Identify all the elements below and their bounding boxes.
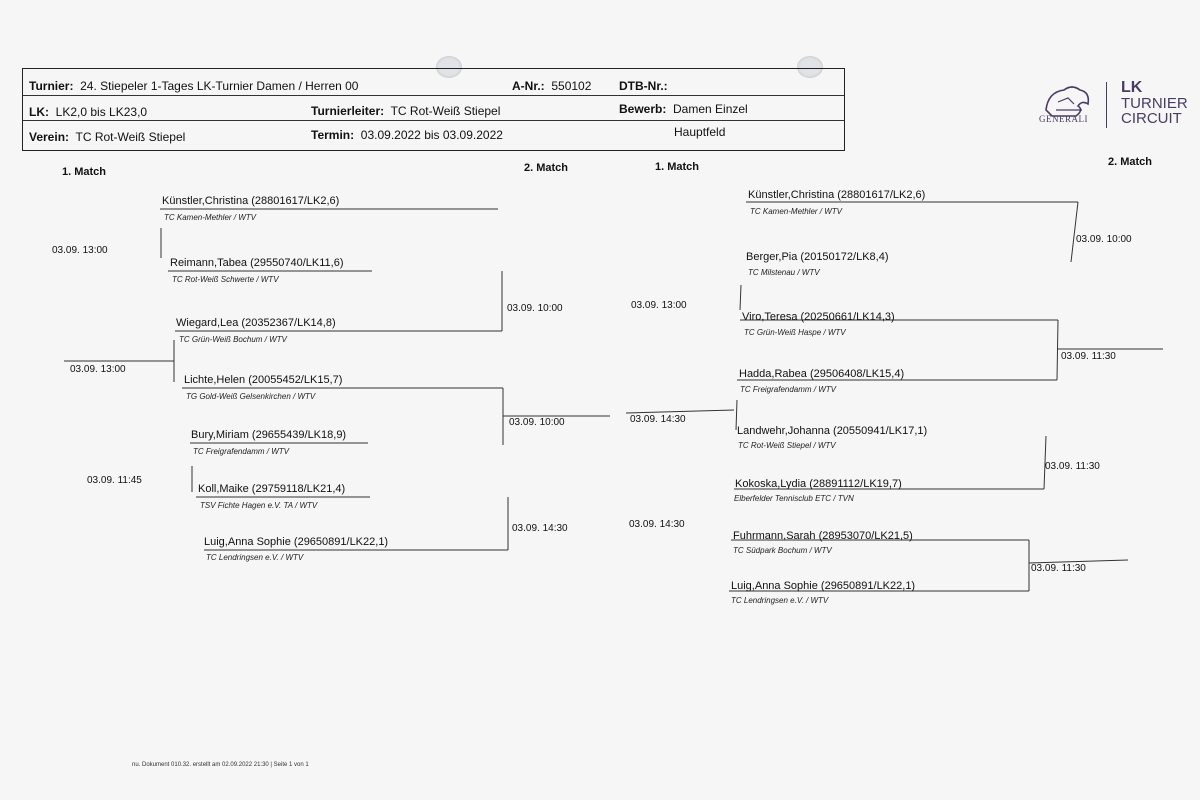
dtb-field: DTB-Nr.: — [619, 79, 668, 93]
turnierleiter-field: Turnierleiter: TC Rot-Weiß Stiepel — [311, 104, 501, 118]
right-player-3-club: TC Grün-Weiß Haspe / WTV — [744, 328, 846, 337]
left-player-1-club: TC Kamen-Methler / WTV — [164, 213, 257, 222]
right-player-4-club: TC Freigrafendamm / WTV — [740, 385, 837, 394]
match-time: 03.09. 10:00 — [1076, 234, 1132, 245]
right-player-5-club: TC Rot-Weiß Stiepel / WTV — [738, 441, 836, 450]
logo-circuit: CIRCUIT — [1121, 110, 1182, 127]
left-player-1-name: Künstler,Christina (28801617/LK2,6) — [162, 195, 340, 207]
right-player-2-name: Berger,Pia (20150172/LK8,4) — [746, 251, 889, 263]
match-time: 03.09. 13:00 — [70, 364, 126, 375]
logo-lk: LK — [1121, 79, 1143, 96]
match-time: 03.09. 14:30 — [512, 523, 568, 534]
match-time: 03.09. 14:30 — [630, 414, 686, 425]
left-match2-header: 2. Match — [524, 162, 569, 174]
match-time: 03.09. 10:00 — [507, 303, 563, 314]
verein-field: Verein: TC Rot-Weiß Stiepel — [29, 130, 186, 144]
left-player-4-name: Lichte,Helen (20055452/LK15,7) — [184, 374, 343, 386]
right-player-3-name: Viro,Teresa (20250661/LK14,3) — [742, 311, 895, 323]
feld-label: Hauptfeld — [674, 125, 726, 139]
bewerb-field: Bewerb: Damen Einzel — [619, 102, 748, 116]
left-player-7-name: Luig,Anna Sophie (29650891/LK22,1) — [204, 536, 389, 548]
left-player-4-club: TG Gold-Weiß Gelsenkirchen / WTV — [186, 392, 316, 401]
turnier-field: Turnier: 24. Stiepeler 1-Tages LK-Turnier Damen / Herren 00 — [29, 79, 359, 93]
match-time: 03.09. 11:30 — [1061, 351, 1116, 362]
match-time: 03.09. 11:45 — [87, 475, 142, 486]
right-player-5-name: Landwehr,Johanna (20550941/LK17,1) — [737, 425, 928, 437]
left-player-5-name: Bury,Miriam (29655439/LK18,9) — [191, 429, 347, 441]
right-player-7-name: Fuhrmann,Sarah (28953070/LK21,5) — [733, 530, 913, 542]
left-player-7-club: TC Lendringsen e.V. / WTV — [206, 553, 304, 562]
document-footer: nu. Dokument 010.32. erstellt am 02.09.2022 21:30 | Seite 1 von 1 — [132, 762, 309, 768]
match-time: 03.09. 13:00 — [631, 300, 687, 311]
right-match2-header: 2. Match — [1108, 156, 1153, 168]
generali-brand: GENERALI — [1039, 114, 1088, 124]
right-player-4-name: Hadda,Rabea (29506408/LK15,4) — [739, 368, 905, 380]
right-player-1-club: TC Kamen-Methler / WTV — [750, 207, 843, 216]
left-player-6-club: TSV Fichte Hagen e.V. TA / WTV — [200, 501, 318, 510]
match-time: 03.09. 13:00 — [52, 245, 108, 256]
right-player-6-name: Kokoska,Lydia (28891112/LK19,7) — [735, 478, 902, 490]
right-player-6-club: Elberfelder Tennisclub ETC / TVN — [734, 494, 854, 503]
right-match1-header: 1. Match — [655, 161, 700, 173]
right-player-1-name: Künstler,Christina (28801617/LK2,6) — [748, 189, 926, 201]
lk-field: LK: LK2,0 bis LK23,0 — [29, 105, 148, 119]
left-player-2-name: Reimann,Tabea (29550740/LK11,6) — [170, 257, 344, 269]
left-match1-header: 1. Match — [62, 166, 107, 178]
match-time: 03.09. 11:30 — [1031, 563, 1086, 574]
termin-field: Termin: 03.09.2022 bis 03.09.2022 — [311, 128, 503, 142]
left-player-3-club: TC Grün-Weiß Bochum / WTV — [179, 335, 287, 344]
match-time: 03.09. 11:30 — [1045, 461, 1100, 472]
logo-turnier: TURNIER — [1121, 95, 1188, 112]
left-player-2-club: TC Rot-Weiß Schwerte / WTV — [172, 275, 279, 284]
match-time: 03.09. 14:30 — [629, 519, 685, 530]
match-time: 03.09. 10:00 — [509, 417, 565, 428]
right-player-8-name: Luig,Anna Sophie (29650891/LK22,1) — [731, 580, 916, 592]
right-player-2-club: TC Milstenau / WTV — [748, 268, 820, 277]
left-player-5-club: TC Freigrafendamm / WTV — [193, 447, 290, 456]
right-player-7-club: TC Südpark Bochum / WTV — [733, 546, 832, 555]
anr-field: A-Nr.: 550102 — [512, 79, 592, 93]
left-player-3-name: Wiegard,Lea (20352367/LK14,8) — [176, 317, 336, 329]
left-player-6-name: Koll,Maike (29759118/LK21,4) — [198, 483, 346, 495]
right-player-8-club: TC Lendringsen e.V. / WTV — [731, 596, 829, 605]
